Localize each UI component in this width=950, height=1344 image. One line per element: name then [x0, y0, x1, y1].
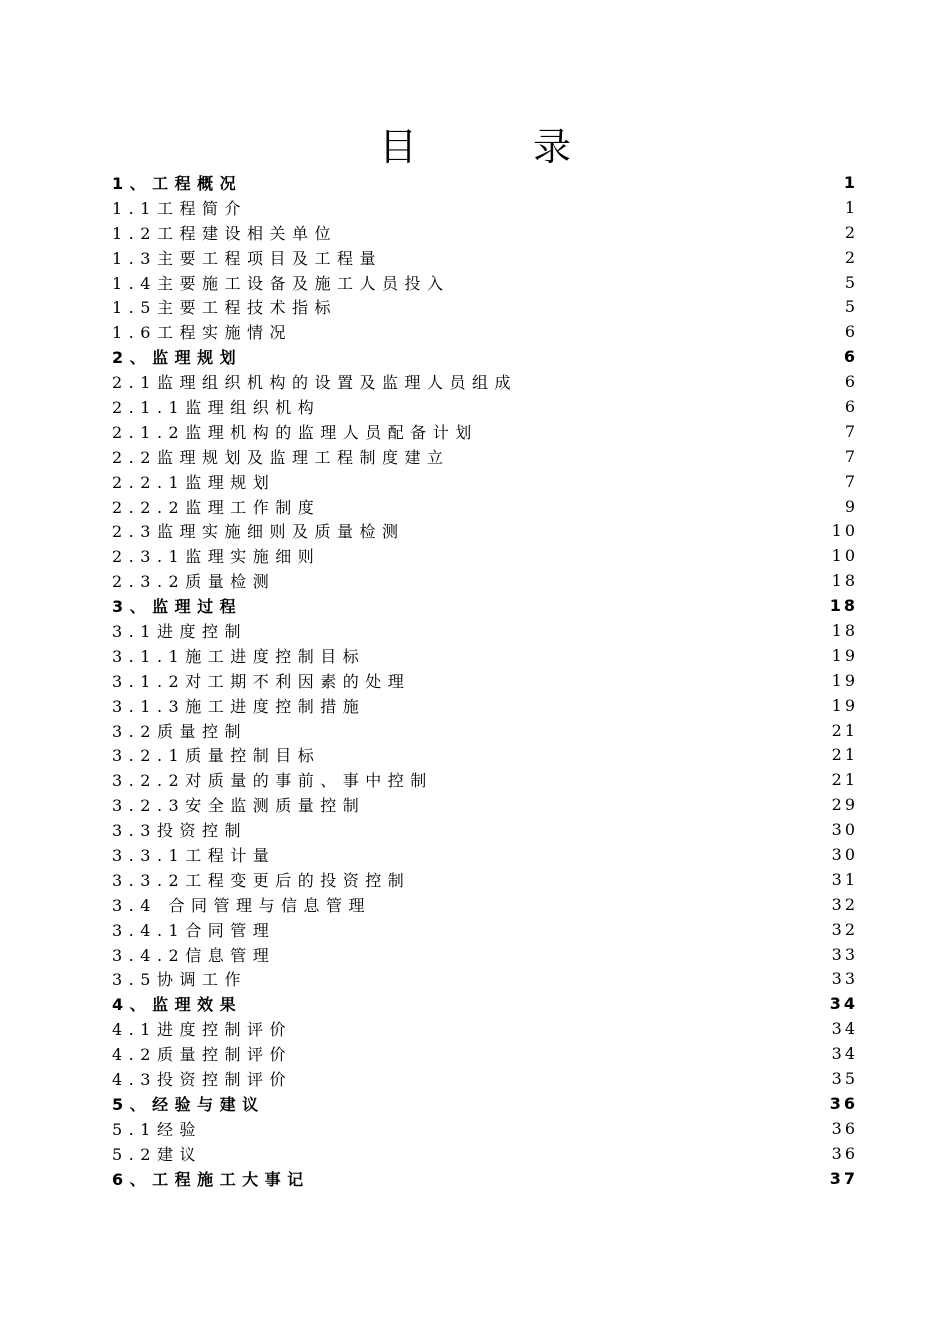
toc-entry[interactable]	[112, 444, 858, 469]
toc-entry-title: 4.3投资控制评价	[112, 1070, 292, 1089]
toc-page-number: 36	[829, 1093, 858, 1113]
toc-entry-title: 1.2工程建设相关单位	[112, 223, 337, 243]
toc-entry[interactable]	[112, 518, 858, 543]
toc-page-number: 37	[829, 1168, 858, 1188]
toc-entry-title: 3.4.2信息管理	[112, 945, 276, 965]
toc-entry[interactable]	[112, 469, 858, 494]
toc-entry-title: 3.4.1合同管理	[112, 920, 276, 940]
toc-page-number: 1	[843, 172, 858, 192]
toc-entry[interactable]	[112, 1066, 858, 1091]
toc-page-number: 6	[844, 372, 858, 392]
toc-entry-title: 2.2监理规划及监理工程制度建立	[112, 447, 450, 467]
toc-entry[interactable]	[112, 917, 858, 942]
toc-entry[interactable]	[112, 494, 858, 519]
toc-page-number: 9	[844, 496, 858, 516]
toc-chapter-entry[interactable]	[112, 344, 858, 369]
toc-entry-title: 3.2.1质量控制目标	[112, 746, 321, 766]
toc-entry[interactable]	[112, 1016, 858, 1041]
toc-page-number: 21	[831, 720, 858, 740]
toc-page-number: 2	[844, 222, 858, 242]
toc-entry-title: 4.1进度控制评价	[112, 1020, 292, 1040]
toc-page-number: 5	[844, 272, 858, 292]
toc-chapter-entry[interactable]	[112, 991, 858, 1016]
toc-entry-title: 3.2.2对质量的事前、事中控制	[112, 771, 433, 791]
toc-entry-title: 3.1.1施工进度控制目标	[112, 646, 366, 666]
toc-page-number: 5	[844, 297, 858, 317]
toc-page-number: 6	[843, 347, 858, 367]
toc-entry-title: 2.1监理组织机构的设置及监理人员组成	[112, 373, 517, 393]
toc-page-number: 34	[831, 1044, 858, 1064]
toc-page-number: 10	[831, 546, 858, 566]
toc-entry[interactable]	[112, 1041, 858, 1066]
toc-page-number: 7	[844, 446, 858, 466]
toc-entry-title: 1.3主要工程项目及工程量	[112, 248, 382, 268]
toc-page-number: 21	[831, 770, 858, 790]
toc-entry-title: 3.3.2工程变更后的投资控制	[112, 870, 411, 890]
toc-entry-title: 2.1.1监理组织机构	[112, 397, 321, 417]
toc-entry-title: 3.1.3施工进度控制措施	[112, 696, 366, 716]
toc-entry[interactable]	[112, 1116, 858, 1141]
toc-page-number: 36	[831, 1118, 858, 1138]
toc-entry-title: 3.1.2对工期不利因素的处理	[112, 671, 411, 691]
toc-entry-title: 2.3.2质量检测	[112, 572, 276, 592]
toc-entry-title: 3.3投资控制	[112, 821, 247, 841]
toc-page-number: 34	[829, 994, 858, 1014]
toc-entry[interactable]	[112, 742, 858, 767]
toc-entry-title: 5、经验与建议	[112, 1094, 265, 1114]
toc-entry-title: 2.1.2监理机构的监理人员配备计划	[112, 422, 478, 442]
toc-entry-title: 5.2建议	[112, 1144, 202, 1164]
toc-page-number: 30	[831, 844, 858, 864]
toc-entry[interactable]	[112, 1141, 858, 1166]
toc-entry-title: 3.1进度控制	[112, 621, 247, 641]
toc-entry-title: 4.2质量控制评价	[112, 1045, 292, 1065]
toc-entry-title: 2.2.2监理工作制度	[112, 497, 321, 517]
toc-entry[interactable]	[112, 419, 858, 444]
toc-page-number: 19	[831, 695, 858, 715]
toc-entry-title: 4、监理效果	[112, 995, 243, 1015]
toc-page-number: 7	[844, 421, 858, 441]
toc-page-number: 35	[831, 1069, 858, 1088]
toc-page-number: 19	[831, 670, 858, 690]
toc-entry-title: 2.3.1监理实施细则	[112, 547, 321, 567]
toc-page-number: 21	[831, 745, 858, 765]
toc-entry[interactable]	[112, 668, 858, 693]
toc-entry[interactable]	[112, 693, 858, 718]
toc-entry[interactable]	[112, 618, 858, 643]
toc-page-number: 34	[831, 1019, 858, 1039]
toc-entry-title: 3、监理过程	[112, 597, 243, 617]
toc-chapter-entry[interactable]	[112, 1091, 858, 1116]
toc-page-number: 33	[831, 969, 858, 989]
toc-entry[interactable]	[112, 867, 858, 892]
toc-page-number: 18	[831, 571, 858, 591]
toc-entry-title: 3.2质量控制	[112, 721, 247, 741]
toc-page-number: 33	[831, 944, 858, 964]
toc-page-number: 32	[831, 919, 858, 939]
toc-page-number: 6	[844, 322, 858, 342]
toc-chapter-entry[interactable]	[112, 170, 858, 195]
toc-page-number: 36	[831, 1143, 858, 1163]
toc-entry-title: 1.5主要工程技术指标	[112, 298, 337, 318]
toc-entry-title: 2.2.1监理规划	[112, 472, 276, 492]
toc-entry[interactable]	[112, 892, 858, 917]
toc-entry[interactable]	[112, 942, 858, 967]
toc-entry[interactable]	[112, 270, 858, 295]
toc-entry[interactable]	[112, 568, 858, 593]
toc-entry[interactable]	[112, 767, 858, 792]
toc-entry-title: 1.1工程简介	[112, 198, 247, 218]
toc-entry-title: 6、工程施工大事记	[112, 1169, 310, 1189]
toc-entry[interactable]	[112, 319, 858, 344]
toc-page-number: 32	[831, 894, 858, 914]
toc-entry[interactable]	[112, 294, 858, 319]
toc-entry-title: 2.3监理实施细则及质量检测	[112, 522, 405, 542]
toc-entry-title: 1.4主要施工设备及施工人员投入	[112, 273, 450, 293]
toc-entry[interactable]	[112, 369, 858, 394]
toc-entry-title: 1、工程概况	[112, 173, 243, 193]
toc-page-number: 6	[844, 396, 858, 416]
toc-page-number: 31	[831, 869, 858, 889]
table-of-contents	[112, 170, 858, 1191]
toc-chapter-entry[interactable]	[112, 1166, 858, 1191]
toc-entry-title: 3.4 合同管理与信息管理	[112, 895, 372, 915]
toc-page-number: 29	[831, 795, 858, 815]
toc-entry[interactable]	[112, 643, 858, 668]
toc-page-number: 18	[829, 596, 858, 616]
toc-entry[interactable]	[112, 220, 858, 245]
toc-entry[interactable]	[112, 718, 858, 743]
toc-entry[interactable]	[112, 842, 858, 867]
toc-page-number: 30	[831, 820, 858, 840]
toc-page-number: 7	[844, 471, 858, 491]
toc-entry-title: 1.6工程实施情况	[112, 323, 292, 343]
toc-entry-title: 5.1经验	[112, 1119, 202, 1139]
toc-entry-title: 2、监理规划	[112, 348, 243, 368]
toc-entry-title: 3.3.1工程计量	[112, 845, 276, 865]
toc-page-number: 10	[831, 521, 858, 541]
toc-entry[interactable]	[112, 543, 858, 568]
toc-entry[interactable]	[112, 245, 858, 270]
toc-entry[interactable]	[112, 792, 858, 817]
toc-page-number: 1	[844, 197, 858, 217]
toc-page-number: 19	[831, 645, 858, 665]
toc-entry-title: 3.2.3安全监测质量控制	[112, 796, 366, 816]
toc-chapter-entry[interactable]	[112, 593, 858, 618]
toc-entry[interactable]	[112, 394, 858, 419]
toc-entry-title: 3.5协调工作	[112, 970, 247, 990]
toc-entry[interactable]	[112, 817, 858, 842]
toc-page-number: 2	[844, 247, 858, 267]
toc-entry[interactable]	[112, 195, 858, 220]
toc-page-number: 18	[831, 620, 858, 640]
page-title: 目 录	[378, 125, 624, 170]
toc-entry[interactable]	[112, 967, 858, 992]
